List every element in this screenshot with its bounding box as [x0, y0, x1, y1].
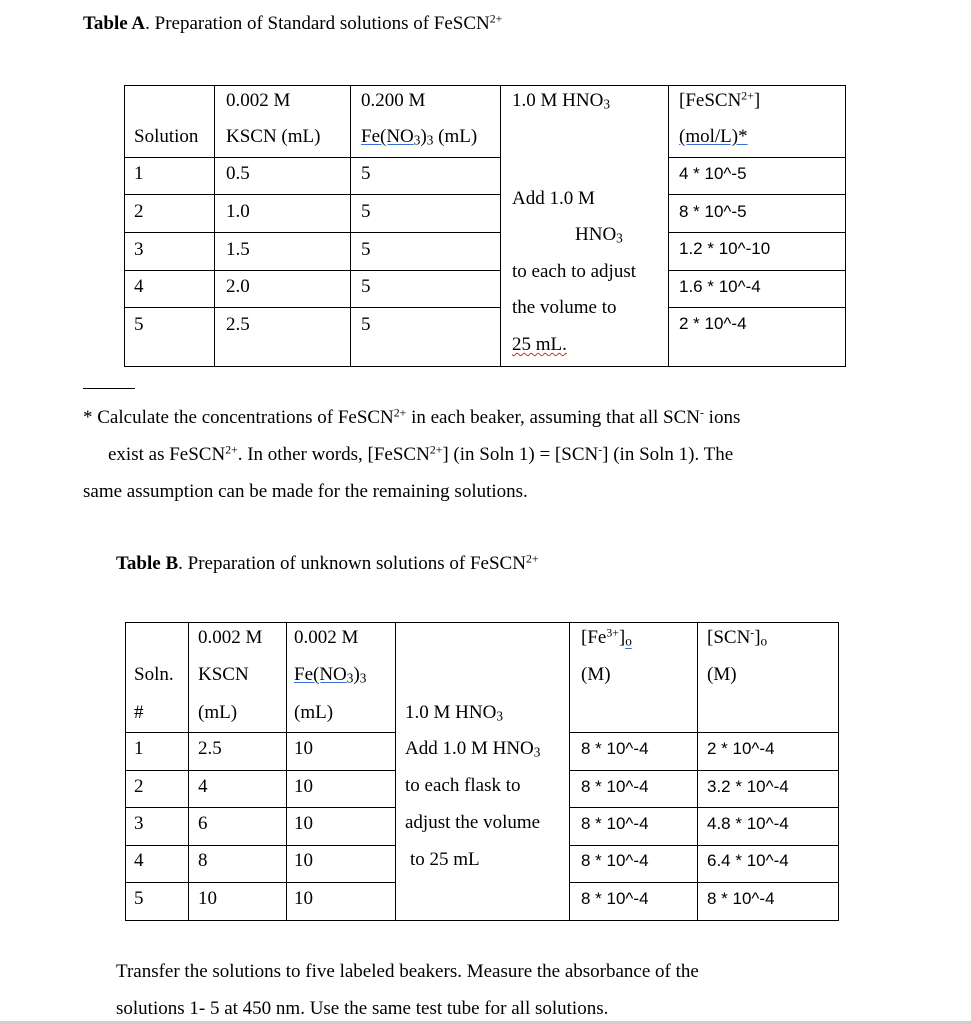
table-a-header-fescn: [FeSCN$^{2+}$]: [679, 89, 761, 111]
table-b-header-fe-molarity: 0.002 M: [294, 627, 359, 648]
table-a-row-sep: [668, 157, 846, 158]
table-a-fe-3: 5: [361, 239, 371, 260]
table-a-row-sep: [124, 194, 500, 195]
table-b-header-scn-unit: (M): [707, 664, 737, 685]
table-b-header-kscn-ml: (mL): [198, 702, 238, 723]
table-b-fe-2: 10: [294, 776, 313, 797]
table-b-caption: Table B. Preparation of unknown solutions of FeSCN$^{2+}$: [116, 552, 539, 574]
table-a-row-sep: [124, 307, 500, 308]
table-b-soln-2: 2: [134, 776, 144, 797]
closing-line2: solutions 1- 5 at 450 nm. Use the same test tube for all solutions.: [116, 998, 609, 1019]
table-a-hno3-note-line2: $HNO_3$: [575, 224, 623, 246]
table-b-fe3-4: 8 * 10^-4: [581, 851, 649, 870]
closing-line1: Transfer the solutions to five labeled beakers. Measure the absorbance of the: [116, 961, 699, 982]
table-a-fe-1: 5: [361, 163, 371, 184]
table-a-solution-1: 1: [134, 163, 144, 184]
footnote-line2: exist as FeSCN$^{2+}$. In other words, [FeSCN$^{2+}$] (in Soln 1) = [SCN-] (in Soln 1). The: [108, 443, 734, 465]
table-a-row-sep: [124, 232, 500, 233]
table-b-kscn-4: 8: [198, 850, 208, 871]
table-a-header-solution: Solution: [134, 126, 199, 147]
table-b-header-soln: Soln.: [134, 664, 174, 685]
table-b-header-kscn-molarity: 0.002 M: [198, 627, 263, 648]
footnote-separator: [83, 388, 135, 389]
table-a-fe-4: 5: [361, 276, 371, 297]
table-b-hno3-note-line2: to each flask to: [405, 775, 521, 796]
table-a-border-right: [845, 85, 846, 367]
table-b-fe-1: 10: [294, 738, 313, 759]
table-a-conc-3: 1.2 * 10^-10: [679, 239, 771, 258]
table-a-row-sep: [668, 194, 846, 195]
table-a-row-sep: [668, 307, 846, 308]
table-a-fe-2: 5: [361, 201, 371, 222]
footnote-line1: * Calculate the concentrations of FeSCN$^{2+}$ in each beaker, assuming that all SCN- ions: [83, 406, 741, 428]
table-b-row-sep: [125, 807, 396, 808]
table-a-kscn-1: 0.5: [226, 163, 250, 184]
footnote-line3: same assumption can be made for the remaining solutions.: [83, 481, 528, 502]
table-b-header-fe3: $[Fe^{3+}]_o$: [581, 626, 632, 649]
table-b-row-sep: [569, 807, 839, 808]
table-a-col-sep: [350, 85, 351, 367]
table-b-soln-1: 1: [134, 738, 144, 759]
table-b-col-sep: [697, 622, 698, 921]
table-a-kscn-5: 2.5: [226, 314, 250, 335]
table-b-header-hno3: 1.0 M $HNO_3$: [405, 702, 503, 724]
table-b-kscn-1: 2.5: [198, 738, 222, 759]
table-b-scn-3: 4.8 * 10^-4: [707, 814, 789, 833]
table-b-border-left: [125, 622, 126, 921]
table-a-row-sep: [668, 270, 846, 271]
table-b-soln-3: 3: [134, 813, 144, 834]
table-a-row-sep: [668, 232, 846, 233]
table-b-hno3-note-line3: adjust the volume: [405, 812, 541, 833]
table-b-row-sep: [569, 882, 839, 883]
table-b-fe3-5: 8 * 10^-4: [581, 889, 649, 908]
table-b-fe3-3: 8 * 10^-4: [581, 814, 649, 833]
table-b-header-fe-ml: (mL): [294, 702, 334, 723]
table-a-border-bottom: [124, 366, 846, 367]
table-b-hno3-note-line4: to 25 mL: [410, 849, 480, 870]
table-b-kscn-3: 6: [198, 813, 208, 834]
table-b-scn-1: 2 * 10^-4: [707, 739, 775, 758]
table-a-hno3-note-line3: to each to adjust: [512, 261, 636, 282]
table-a-border-top: [124, 85, 846, 86]
table-a-fe-5: 5: [361, 314, 371, 335]
table-b-header-number: #: [134, 702, 144, 723]
table-b-row-sep: [569, 732, 839, 733]
table-b-border-right: [838, 622, 839, 921]
table-b-header-kscn: KSCN: [198, 664, 249, 685]
table-b-kscn-2: 4: [198, 776, 208, 797]
table-a-header-fe-ml: $Fe(NO_3)_3$ (mL): [361, 126, 478, 148]
table-b-fe-5: 10: [294, 888, 313, 909]
table-a-col-sep: [214, 85, 215, 367]
table-b-soln-5: 5: [134, 888, 144, 909]
table-b-scn-2: 3.2 * 10^-4: [707, 777, 789, 796]
table-a-row-sep: [124, 157, 500, 158]
table-b-col-sep: [188, 622, 189, 921]
table-a-solution-4: 4: [134, 276, 144, 297]
table-b-row-sep: [125, 882, 396, 883]
table-b-scn-5: 8 * 10^-4: [707, 889, 775, 908]
table-b-header-scn: $[SCN^-]_o$: [707, 626, 768, 649]
table-a-conc-2: 8 * 10^-5: [679, 202, 747, 221]
table-b-soln-4: 4: [134, 850, 144, 871]
table-a-conc-4: 1.6 * 10^-4: [679, 277, 761, 296]
table-a-header-kscn-ml: KSCN (mL): [226, 126, 321, 147]
table-a-header-units: (mol/L)*: [679, 126, 748, 147]
table-a-border-left: [124, 85, 125, 367]
table-a-hno3-note-line4: the volume to: [512, 297, 617, 318]
table-a-caption: Table A. Preparation of Standard solutions of FeSCN$^{2+}$: [83, 12, 503, 34]
table-b-border-top: [125, 622, 839, 623]
table-a-hno3-note-line5: 25 mL.: [512, 334, 567, 355]
table-a-conc-1: 4 * 10^-5: [679, 164, 747, 183]
table-b-col-sep: [286, 622, 287, 921]
table-a-solution-2: 2: [134, 201, 144, 222]
table-b-kscn-5: 10: [198, 888, 217, 909]
table-b-header-fe-formula: $Fe(NO_3)_3$: [294, 664, 367, 686]
table-b-row-sep: [569, 845, 839, 846]
table-a-header-kscn-molarity: 0.002 M: [226, 90, 291, 111]
table-a-kscn-2: 1.0: [226, 201, 250, 222]
table-b-row-sep: [125, 845, 396, 846]
table-b-scn-4: 6.4 * 10^-4: [707, 851, 789, 870]
table-b-fe3-2: 8 * 10^-4: [581, 777, 649, 796]
table-a-kscn-3: 1.5: [226, 239, 250, 260]
table-a-conc-5: 2 * 10^-4: [679, 314, 747, 333]
table-b-col-sep: [395, 622, 396, 921]
table-b-header-fe3-unit: (M): [581, 664, 611, 685]
table-b-hno3-note-line1: Add 1.0 M $HNO_3$: [405, 738, 541, 760]
table-b-col-sep: [569, 622, 570, 921]
table-b-row-sep: [125, 732, 396, 733]
table-a-hno3-note-line1: Add 1.0 M: [512, 188, 595, 209]
table-b-fe-4: 10: [294, 850, 313, 871]
table-a-header-hno3: 1.0 M $HNO_3$: [512, 90, 610, 112]
table-b-fe3-1: 8 * 10^-4: [581, 739, 649, 758]
table-a-kscn-4: 2.0: [226, 276, 250, 297]
table-a-solution-3: 3: [134, 239, 144, 260]
table-a-row-sep: [124, 270, 500, 271]
table-b-border-bottom: [125, 920, 839, 921]
table-b-row-sep: [569, 770, 839, 771]
table-a-col-sep: [500, 85, 501, 367]
table-a-solution-5: 5: [134, 314, 144, 335]
table-b-fe-3: 10: [294, 813, 313, 834]
table-b-row-sep: [125, 770, 396, 771]
table-a-header-fe-molarity: 0.200 M: [361, 90, 426, 111]
table-a-col-sep: [668, 85, 669, 367]
